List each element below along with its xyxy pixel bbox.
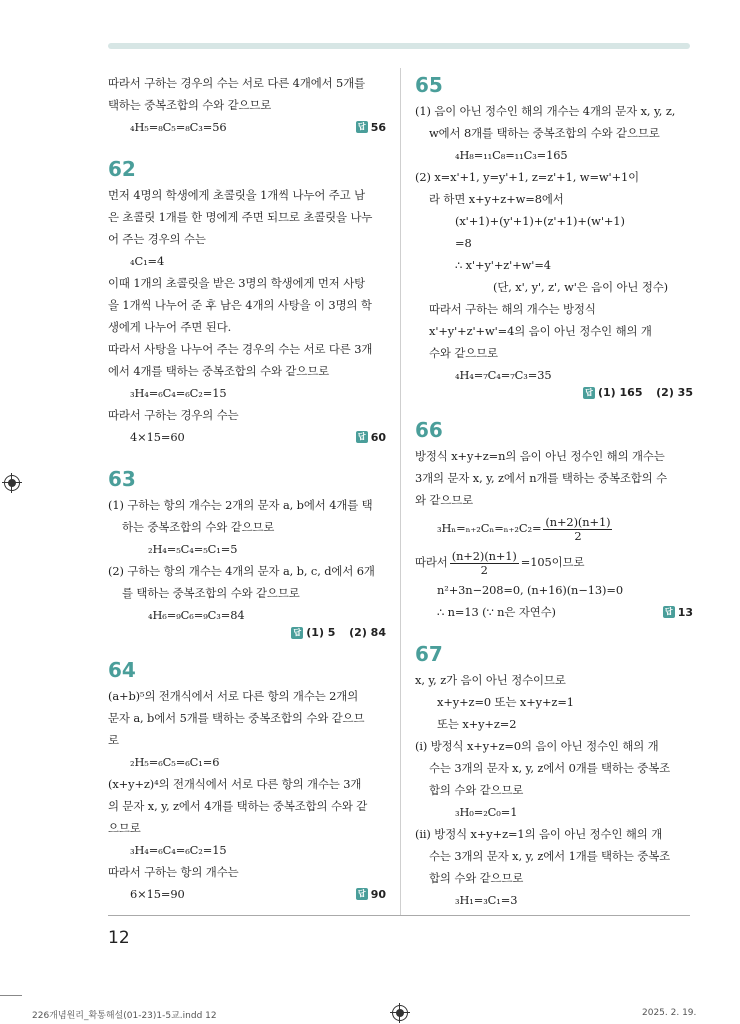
problem-number-63: 63 bbox=[108, 467, 136, 491]
text-line: 수는 3개의 문자 x, y, z에서 1개를 택하는 중복조 bbox=[429, 849, 671, 863]
text-line: (a+b)⁵의 전개식에서 서로 다른 항의 개수는 2개의 bbox=[108, 689, 359, 703]
text-line: 문자 a, b에서 5개를 택하는 중복조합의 수와 같으므 bbox=[108, 711, 365, 725]
text-line: 방정식 x+y+z=n의 음이 아닌 정수인 해의 개수는 bbox=[415, 449, 665, 463]
text-line: 와 같으므로 bbox=[415, 493, 474, 507]
text-line: (i) 방정식 x+y+z=0의 음이 아닌 정수인 해의 개 bbox=[415, 739, 659, 753]
equation: =8 bbox=[455, 236, 472, 250]
intro-line: 택하는 중복조합의 수와 같으므로 bbox=[108, 98, 272, 112]
text-line: 수는 3개의 문자 x, y, z에서 0개를 택하는 중복조 bbox=[429, 761, 671, 775]
footer-filename: 226개념원리_확통해설(01-23)1-5교.indd 12 bbox=[32, 1011, 217, 1021]
text-line: (1) 구하는 항의 개수는 2개의 문자 a, b에서 4개를 택 bbox=[108, 498, 373, 512]
registration-mark-icon bbox=[4, 475, 20, 491]
text-line: 어 주는 경우의 수는 bbox=[108, 232, 206, 246]
bottom-rule bbox=[108, 915, 690, 916]
equation-note: (단, x', y', z', w'은 음이 아닌 정수) bbox=[493, 280, 668, 294]
equation: ∴ n=13 (∵ n은 자연수) bbox=[437, 605, 556, 619]
answer-icon: 답 bbox=[583, 387, 595, 399]
text-line: 3개의 문자 x, y, z에서 n개를 택하는 중복조합의 수 bbox=[415, 471, 667, 485]
text-line: 에서 4개를 택하는 중복조합의 수와 같으므로 bbox=[108, 364, 330, 378]
text-line: 를 택하는 중복조합의 수와 같으므로 bbox=[122, 586, 300, 600]
answer-box: 답 (1) 165 (2) 35 bbox=[583, 386, 693, 399]
text-line: (x+y+z)⁴의 전개식에서 서로 다른 항의 개수는 3개 bbox=[108, 777, 362, 791]
text-line: 합의 수와 같으므로 bbox=[429, 783, 524, 797]
intro-equation: ₄H₅=₈C₅=₈C₃=56 bbox=[130, 120, 227, 134]
equation: ₃H₁=₃C₁=3 bbox=[455, 893, 518, 907]
top-decorative-bar bbox=[108, 43, 690, 49]
text-line: (ii) 방정식 x+y+z=1의 음이 아닌 정수인 해의 개 bbox=[415, 827, 663, 841]
text-line: 생에게 나누어 주면 된다. bbox=[108, 320, 232, 334]
equation: ∴ x'+y'+z'+w'=4 bbox=[455, 258, 551, 272]
text-line: 따라서 구하는 항의 개수는 bbox=[108, 865, 239, 879]
left-column bbox=[108, 72, 386, 905]
equation: ₄H₆=₉C₆=₉C₃=84 bbox=[148, 608, 245, 622]
right-column bbox=[415, 72, 693, 911]
text-line: 은 초콜릿 1개를 한 명에게 주면 되므로 초콜릿을 나누 bbox=[108, 210, 373, 224]
problem-number-65: 65 bbox=[415, 73, 443, 97]
answer-icon: 답 bbox=[356, 888, 368, 900]
text-line: 따라서 사탕을 나누어 주는 경우의 수는 서로 다른 3개 bbox=[108, 342, 373, 356]
answer-box: 답 13 bbox=[663, 606, 693, 619]
page-number: 12 bbox=[108, 928, 130, 948]
text-line: (1) 음이 아닌 정수인 해의 개수는 4개의 문자 x, y, z, bbox=[415, 104, 676, 118]
text-line: 따라서 $\frac{(n+2)(n+1)}{2}$ =105이므로 bbox=[415, 548, 585, 577]
intro-line: 따라서 구하는 경우의 수는 서로 다른 4개에서 5개를 bbox=[108, 76, 366, 90]
equation: ₄C₁=4 bbox=[130, 254, 165, 268]
equation: ₃H₀=₂C₀=1 bbox=[455, 805, 518, 819]
answer-icon: 답 bbox=[663, 606, 675, 618]
answer-box: 답 56 bbox=[356, 121, 386, 134]
answer-box: 답 60 bbox=[356, 431, 386, 444]
equation: ₂H₅=₆C₅=₆C₁=6 bbox=[130, 755, 220, 769]
text-line: x, y, z가 음이 아닌 정수이므로 bbox=[415, 673, 566, 687]
text-line: 먼저 4명의 학생에게 초콜릿을 1개씩 나누어 주고 남 bbox=[108, 188, 366, 202]
problem-number-62: 62 bbox=[108, 157, 136, 181]
equation: ₂H₄=₅C₄=₅C₁=5 bbox=[148, 542, 238, 556]
problem-number-64: 64 bbox=[108, 658, 136, 682]
equation: 4×15=60 bbox=[130, 430, 185, 444]
text-line: 합의 수와 같으므로 bbox=[429, 871, 524, 885]
answer-box: 답 (1) 5 (2) 84 bbox=[291, 626, 386, 639]
column-divider bbox=[400, 68, 401, 916]
text-line: 따라서 구하는 경우의 수는 bbox=[108, 408, 239, 422]
equation: 6×15=90 bbox=[130, 887, 185, 901]
text-line: w에서 8개를 택하는 중복조합의 수와 같으므로 bbox=[429, 126, 660, 140]
text-line: 으므로 bbox=[108, 821, 141, 835]
answer-icon: 답 bbox=[356, 431, 368, 443]
text-line: 의 문자 x, y, z에서 4개를 택하는 중복조합의 수와 같 bbox=[108, 799, 368, 813]
fraction: $\frac{(n+2)(n+1)}{2}$ bbox=[545, 514, 611, 543]
problem-number-66: 66 bbox=[415, 418, 443, 442]
answer-icon: 답 bbox=[291, 627, 303, 639]
text-line: (2) x=x'+1, y=y'+1, z=z'+1, w=w'+1이 bbox=[415, 170, 640, 184]
footer-date: 2025. 2. 19. bbox=[642, 1008, 697, 1018]
equation: ₃H₄=₆C₄=₆C₂=15 bbox=[130, 386, 227, 400]
equation: x+y+z=0 또는 x+y+z=1 bbox=[437, 695, 574, 709]
equation: ₃Hₙ=ₙ₊₂Cₙ=ₙ₊₂C₂= $\frac{(n+2)(n+1)}{2}$ bbox=[437, 514, 611, 543]
crop-mark bbox=[0, 995, 22, 996]
equation: (x'+1)+(y'+1)+(z'+1)+(w'+1) bbox=[455, 214, 625, 228]
text-line: 을 1개씩 나누어 준 후 남은 4개의 사탕을 이 3명의 학 bbox=[108, 298, 372, 312]
problem-number-67: 67 bbox=[415, 642, 443, 666]
text-line: x'+y'+z'+w'=4의 음이 아닌 정수인 해의 개 bbox=[429, 324, 652, 338]
equation: ₄H₄=₇C₄=₇C₃=35 bbox=[455, 368, 552, 382]
text-line: 하는 중복조합의 수와 같으므로 bbox=[122, 520, 275, 534]
fraction: $\frac{(n+2)(n+1)}{2}$ bbox=[451, 548, 517, 577]
equation: 또는 x+y+z=2 bbox=[437, 717, 517, 731]
text-line: 따라서 구하는 해의 개수는 방정식 bbox=[429, 302, 596, 316]
text-line: (2) 구하는 항의 개수는 4개의 문자 a, b, c, d에서 6개 bbox=[108, 564, 375, 578]
answer-box: 답 90 bbox=[356, 888, 386, 901]
equation: n²+3n−208=0, (n+16)(n−13)=0 bbox=[437, 583, 623, 597]
equation: ₄H₈=₁₁C₈=₁₁C₃=165 bbox=[455, 148, 568, 162]
text-line: 이때 1개의 초콜릿을 받은 3명의 학생에게 먼저 사탕 bbox=[108, 276, 366, 290]
registration-mark-icon bbox=[392, 1005, 408, 1021]
text-line: 로 bbox=[108, 733, 119, 747]
text-line: 수와 같으므로 bbox=[429, 346, 498, 360]
equation: ₃H₄=₆C₄=₆C₂=15 bbox=[130, 843, 227, 857]
answer-icon: 답 bbox=[356, 121, 368, 133]
text-line: 라 하면 x+y+z+w=8에서 bbox=[429, 192, 564, 206]
